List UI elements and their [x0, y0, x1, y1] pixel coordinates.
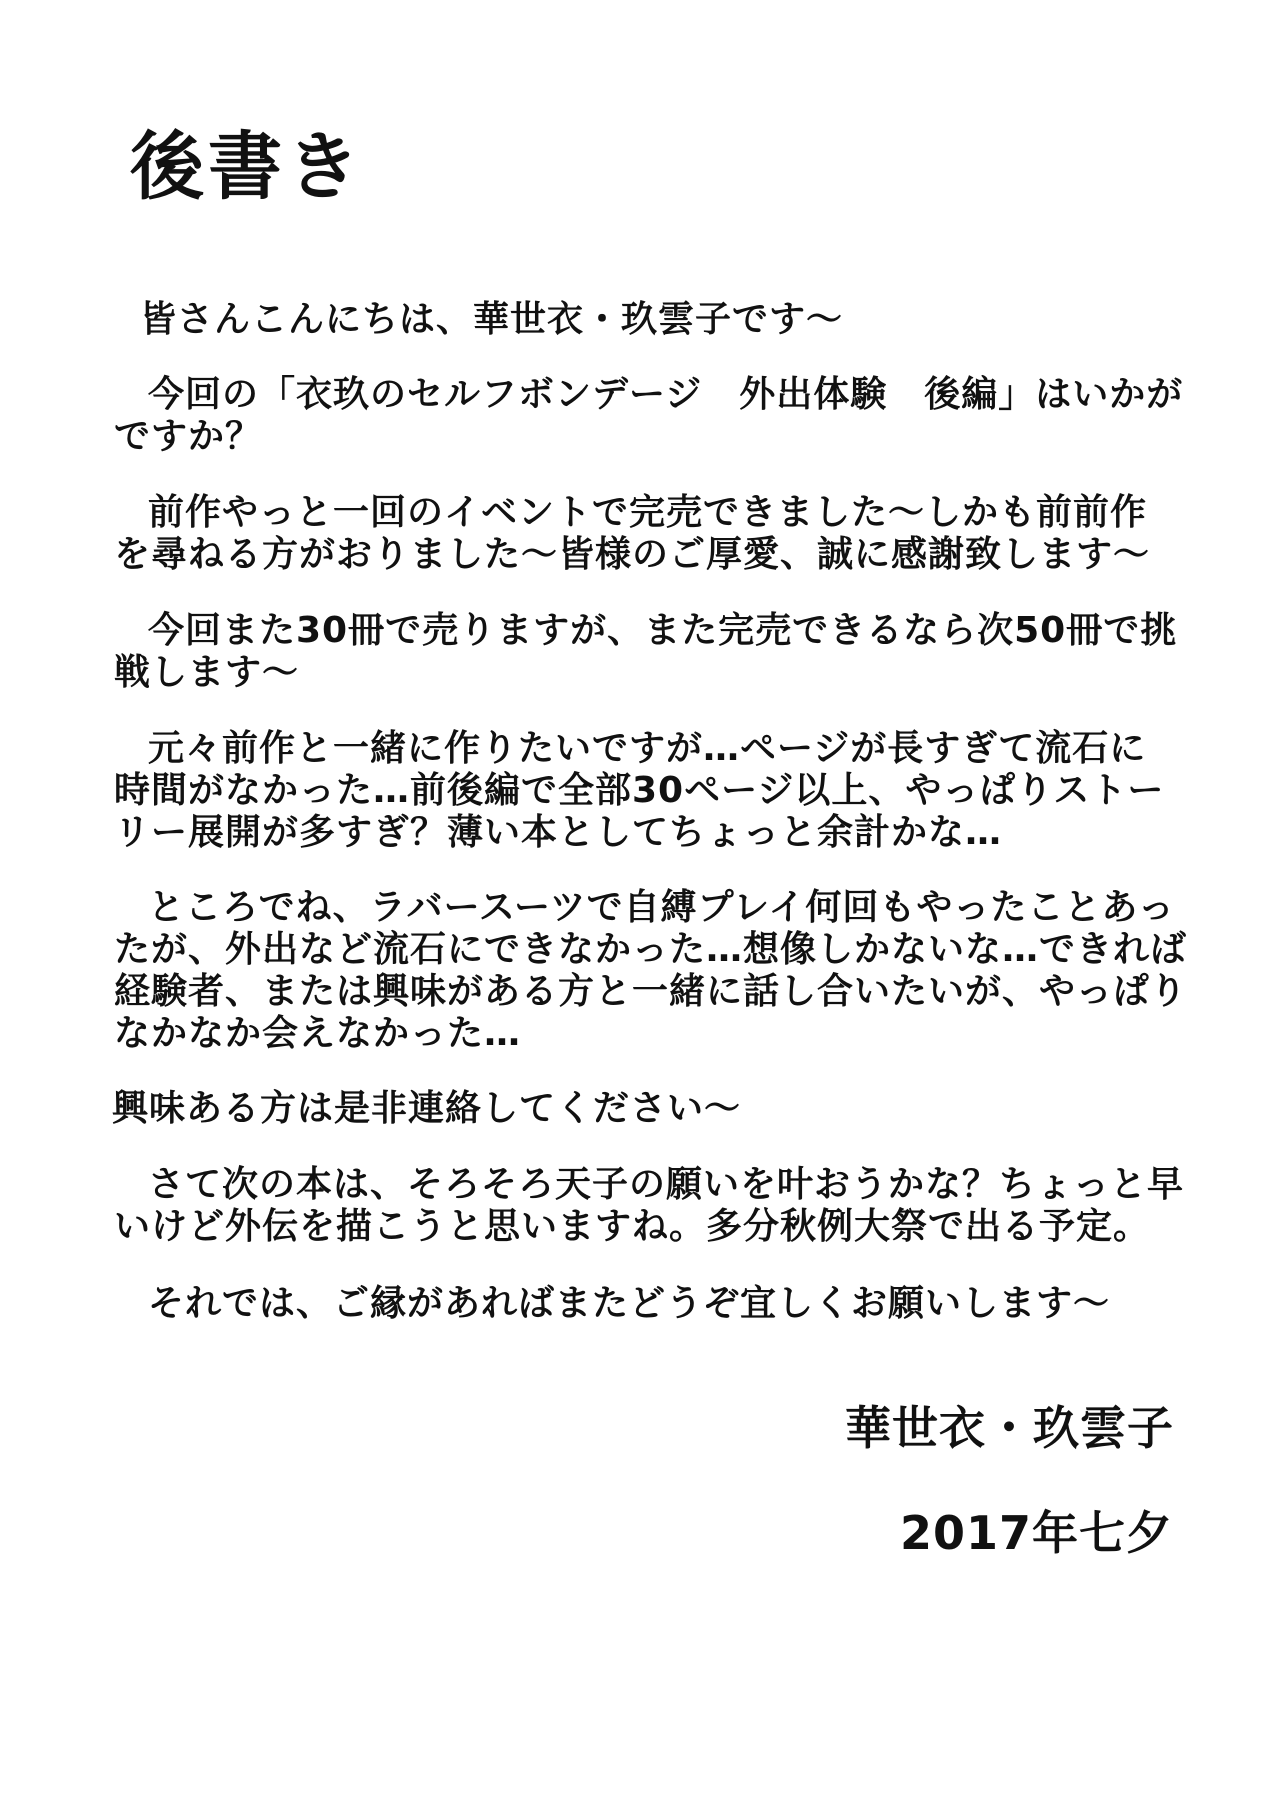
author-signature: 華世衣・玖雲子 — [845, 1401, 1174, 1455]
text-line: を尋ねる方がおりました～皆様のご厚愛、誠に感謝致します～ — [114, 534, 1151, 575]
text-line: 前作やっと一回のイベントで完売できました～しかも前前作 — [148, 492, 1148, 533]
date-signature: 2017年七夕 — [900, 1506, 1174, 1560]
text-line: 時間がなかった…前後編で全部30ページ以上、やっぱりストー — [114, 770, 1165, 811]
text-line: 今回また30冊で売りますが、また完売できるなら次50冊で挑 — [148, 610, 1178, 651]
text-line: 戦します～ — [114, 652, 300, 693]
text-line: たが、外出など流石にできなかった…想像しかないな…できれば — [114, 929, 1188, 970]
text-line: ところでね、ラバースーツで自縛プレイ何回もやったことあっ — [148, 887, 1176, 928]
text-line: 興味ある方は是非連絡してください～ — [112, 1088, 742, 1129]
text-line: ですか？ — [114, 416, 263, 457]
text-line: さて次の本は、そろそろ天子の願いを叶おうかな？ちょっと早 — [148, 1164, 1185, 1205]
text-line: なかなか会えなかった… — [114, 1013, 522, 1054]
text-line: 元々前作と一緒に作りたいですが…ページが長すぎて流石に — [148, 728, 1147, 769]
page-title: 後書き — [130, 124, 364, 210]
text-line: いけど外伝を描こうと思いますね。多分秋例大祭で出る予定。 — [114, 1206, 1151, 1247]
text-line: リー展開が多すぎ？薄い本としてちょっと余計かな… — [114, 812, 1003, 853]
text-line: 経験者、または興味がある方と一緒に話し合いたいが、やっぱり — [114, 971, 1188, 1012]
text-line: 今回の「衣玖のセルフボンデージ 外出体験 後編」はいかが — [148, 374, 1184, 415]
text-line: それでは、ご縁があればまたどうぞ宜しくお願いします～ — [148, 1283, 1111, 1324]
text-line: 皆さんこんにちは、華世衣・玖雲子です～ — [140, 299, 844, 340]
